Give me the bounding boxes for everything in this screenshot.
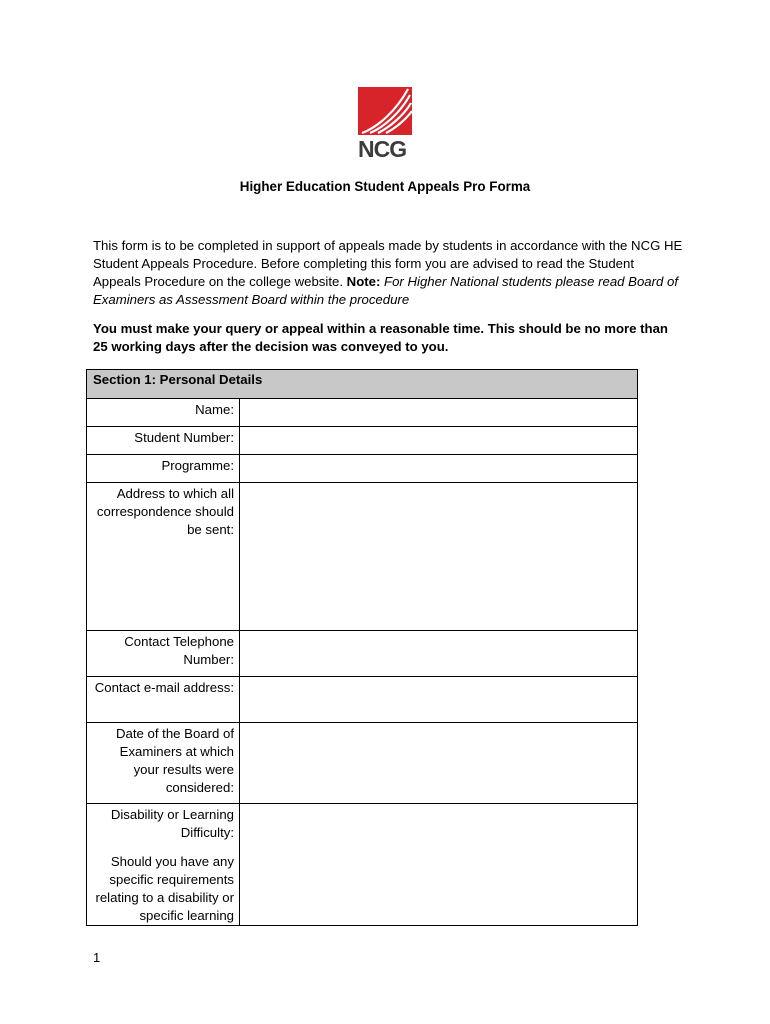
personal-details-table [86, 369, 638, 926]
address-field[interactable] [240, 483, 638, 631]
disability-label: Disability or Learning Difficulty: [110, 807, 234, 840]
section-1-header: Section 1: Personal Details [87, 370, 638, 399]
intro-text: This form is to be completed in support of appeals made by students in accordance with the NCG HE Student Appeals Procedure. Before completing this form you are advised to read the Student Appeals Procedure on the college website. [93, 238, 683, 289]
name-field[interactable] [240, 399, 638, 427]
disability-field[interactable] [240, 804, 638, 926]
name-label: Name: [87, 399, 240, 427]
ncg-logo [358, 87, 414, 163]
email-label: Contact e-mail address: [87, 677, 240, 723]
form-title: Higher Education Student Appeals Pro Forma [239, 179, 531, 194]
programme-label: Programme: [87, 455, 240, 483]
intro-note-text: For Higher National students please read Board of Examiners as Assessment Board within the procedure [93, 274, 679, 307]
intro-note-label: Note: [346, 274, 381, 289]
board-date-label: Date of the Board of Examiners at which your results were considered: [87, 723, 240, 804]
page-number: 1 [93, 950, 101, 965]
telephone-label: Contact Telephone Number: [87, 631, 240, 677]
student-number-label: Student Number: [87, 427, 240, 455]
email-field[interactable] [240, 677, 638, 723]
intro-paragraph [93, 237, 683, 309]
disability-label-cell [87, 804, 240, 926]
deadline-notice: You must make your query or appeal within a reasonable time. This should be no more than 25 working days after the decision was conveyed to you. [93, 321, 668, 354]
ncg-logo-mark-icon [358, 87, 412, 135]
address-label: Address to which all correspondence should be sent: [87, 483, 240, 631]
student-number-field[interactable] [240, 427, 638, 455]
telephone-field[interactable] [240, 631, 638, 677]
board-date-field[interactable] [240, 723, 638, 804]
ncg-logo-wordmark: NCG [358, 136, 407, 162]
requirements-label: Should you have any specific requirements relating to a disability or specific learning [95, 854, 234, 923]
programme-field[interactable] [240, 455, 638, 483]
